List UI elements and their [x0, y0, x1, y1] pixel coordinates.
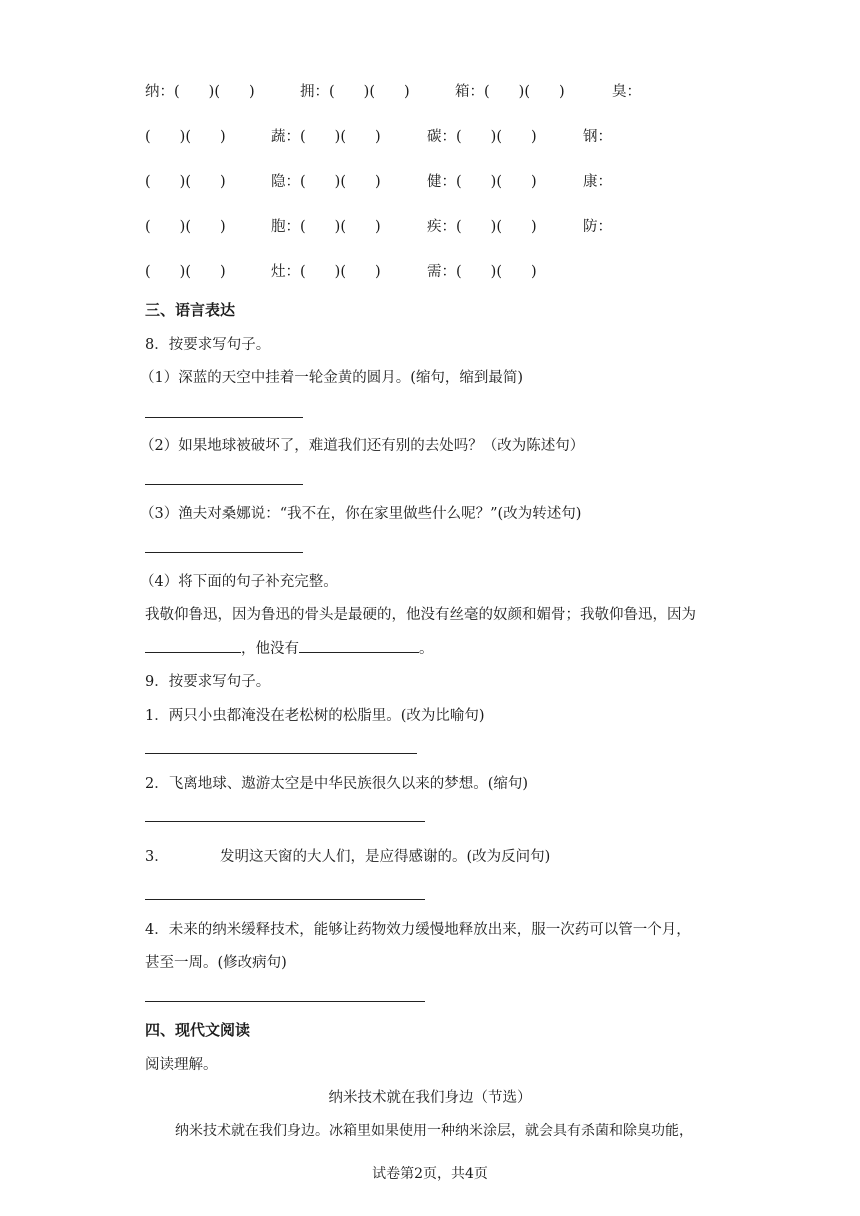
pinyin-cell: 健：( )( ): [427, 174, 537, 190]
question-item: 4．未来的纳米缓释技术，能够让药物效力缓慢地释放出来，服一次药可以管一个月，: [145, 922, 691, 938]
answer-line[interactable]: [145, 753, 417, 754]
passage-paragraph: 纳米技术就在我们身边。冰箱里如果使用一种纳米涂层，就会具有杀菌和除臭功能，: [175, 1123, 693, 1139]
question-item: （3）渔夫对桑娜说：“我不在，你在家里做些什么呢？”(改为转述句): [140, 506, 582, 522]
intro-text: 阅读理解。: [145, 1057, 218, 1073]
question-item: 1．两只小虫都淹没在老松树的松脂里。(改为比喻句): [145, 708, 485, 724]
question-title: 9．按要求写句子。: [145, 674, 271, 690]
pinyin-cell: 箱：( )( ): [455, 84, 565, 100]
pinyin-cell: 蔬：( )( ): [271, 129, 381, 145]
section-heading: 四、现代文阅读: [145, 1021, 251, 1039]
question-item: （1）深蓝的天空中挂着一轮金黄的圆月。(缩句，缩到最简): [140, 370, 524, 386]
passage-title: 纳米技术就在我们身边（节选）: [328, 1090, 532, 1106]
question-item: （4）将下面的句子补充完整。: [140, 574, 338, 590]
fill-text: 。: [419, 641, 434, 657]
question-number: 3．: [145, 849, 169, 865]
fill-blank[interactable]: [299, 638, 419, 653]
pinyin-cell: 隐：( )( ): [271, 174, 381, 190]
page-footer: 试卷第2页，共4页: [372, 1166, 488, 1182]
pinyin-cell: 碳：( )( ): [427, 129, 537, 145]
question-text: 发明这天窗的大人们，是应得感谢的。(改为反问句): [219, 849, 551, 865]
question-item: （2）如果地球被破坏了，难道我们还有别的去处吗？（改为陈述句）: [140, 438, 585, 454]
question-title: 8．按要求写句子。: [145, 337, 271, 353]
pinyin-cell: 纳：( )( ): [145, 84, 255, 100]
section-heading: 三、语言表达: [145, 301, 236, 319]
answer-line[interactable]: [145, 821, 425, 822]
pinyin-cell: 防：: [583, 219, 612, 235]
question-item-3: [145, 845, 550, 866]
fill-sentence: 我敬仰鲁迅，因为鲁迅的骨头是最硬的，他没有丝毫的奴颜和媚骨；我敬仰鲁迅，因为: [145, 607, 696, 623]
question-item: 2．飞离地球、遨游太空是中华民族很久以来的梦想。(缩句): [145, 776, 529, 792]
answer-line[interactable]: [145, 552, 303, 553]
question-item-cont: 甚至一周。(修改病句): [145, 955, 287, 971]
pinyin-cell: ( )( ): [145, 174, 226, 190]
pinyin-cell: 臭：: [612, 84, 641, 100]
pinyin-cell: 拥：( )( ): [300, 84, 410, 100]
answer-line[interactable]: [145, 484, 303, 485]
pinyin-cell: 钢：: [583, 129, 612, 145]
pinyin-cell: 疾：( )( ): [427, 219, 537, 235]
answer-line[interactable]: [145, 899, 425, 900]
pinyin-cell: 胞：( )( ): [271, 219, 381, 235]
fill-text: ，他没有: [241, 641, 299, 657]
fill-sentence-line2: [145, 637, 434, 658]
answer-line[interactable]: [145, 417, 303, 418]
pinyin-cell: 需：( )( ): [427, 264, 537, 280]
pinyin-cell: 灶：( )( ): [271, 264, 381, 280]
pinyin-cell: ( )( ): [145, 264, 226, 280]
pinyin-cell: 康：: [583, 174, 612, 190]
pinyin-cell: ( )( ): [145, 129, 226, 145]
answer-line[interactable]: [145, 1001, 425, 1002]
pinyin-cell: ( )( ): [145, 219, 226, 235]
fill-blank[interactable]: [145, 638, 241, 653]
